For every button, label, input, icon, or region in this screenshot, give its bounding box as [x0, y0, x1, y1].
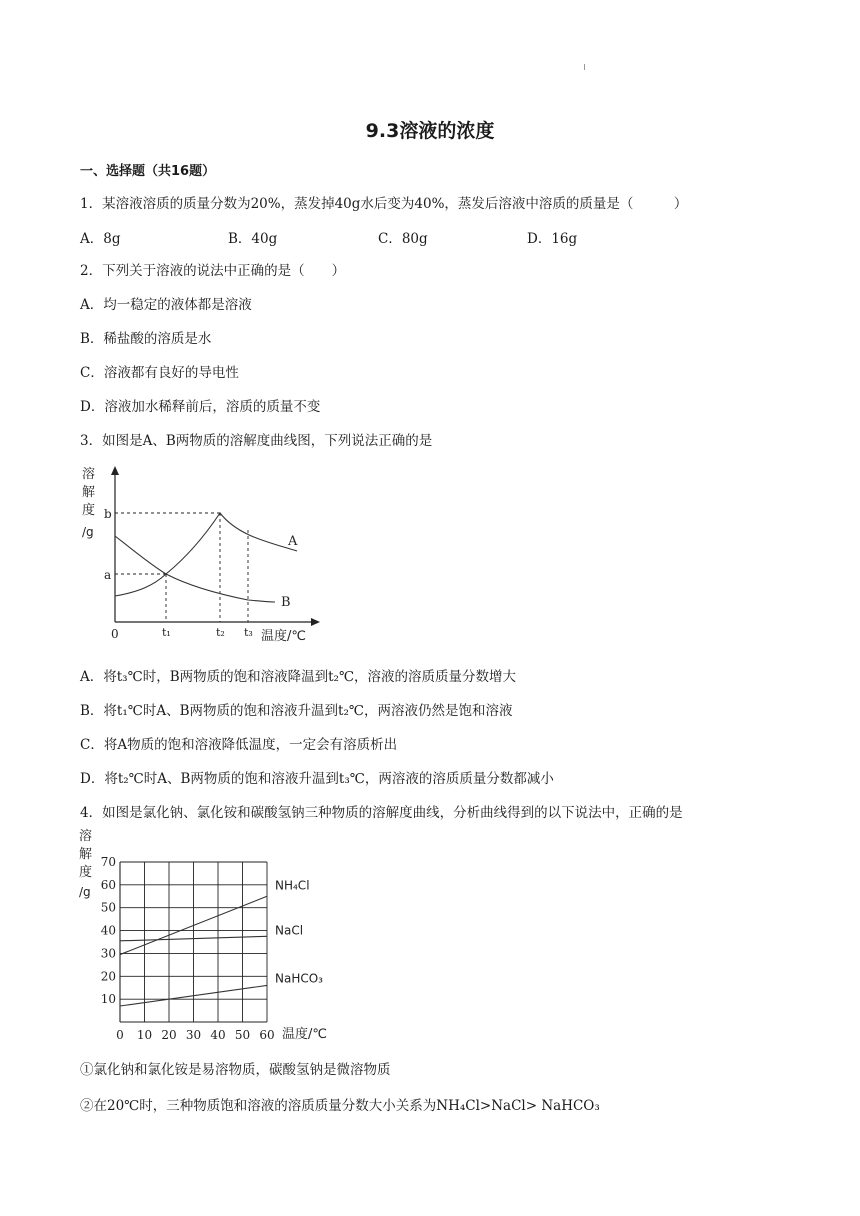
chart1-xtick-t1: t₁ — [162, 626, 171, 639]
chart2-series — [120, 878, 323, 1006]
chart1-xtick-t2: t₂ — [216, 626, 225, 639]
solubility-chart-ab — [78, 462, 338, 647]
chart1-x-arrow — [311, 618, 320, 626]
chart1-ylabel-2: 解 — [82, 485, 96, 500]
chart2-ytick-10: 10 — [100, 992, 116, 1007]
chart1-ytick-b: b — [104, 507, 112, 521]
chart2-xlabel: 温度/℃ — [282, 1027, 327, 1042]
chart1-series-a-curve — [115, 513, 297, 596]
chart1-y-arrow — [111, 466, 119, 475]
chart2-series-label-1: NaCl — [275, 923, 304, 938]
q4-statement-1[interactable]: ①氯化钠和氯化铵是易溶物质，碳酸氢钠是微溶物质 — [80, 1062, 391, 1078]
question-2-stem: 2．下列关于溶液的说法中正确的是（ ） — [80, 263, 346, 279]
chart2-xtick-10: 10 — [136, 1028, 153, 1042]
section-heading: 一、选择题（共16题） — [80, 164, 216, 179]
q3-option-d[interactable]: D．将t₂℃时A、B两物质的饱和溶液升温到t₃℃，两溶液的溶质质量分数都减小 — [80, 771, 554, 787]
chart1-ylabel-3: 度 — [82, 503, 96, 518]
chart2-ytick-70: 70 — [100, 855, 116, 869]
chart2-ylabel-2: 解 — [79, 847, 93, 862]
q2-option-c[interactable]: C．溶液都有良好的导电性 — [80, 365, 239, 381]
solubility-chart-salts — [76, 826, 346, 1048]
chart2-ylabel-3: 度 — [79, 865, 93, 880]
chart1-series-b-label: B — [281, 595, 291, 610]
q3-option-c[interactable]: C．将A物质的饱和溶液降低温度，一定会有溶质析出 — [80, 737, 398, 753]
q4-statement-2[interactable]: ②在20℃时，三种物质饱和溶液的溶质质量分数大小关系为NH₄Cl>NaCl> NaHCO₃ — [80, 1098, 600, 1114]
chart1-xtick-t3: t₃ — [244, 626, 253, 639]
chart2-xtick-30: 30 — [185, 1028, 202, 1042]
page-title: 9.3溶液的浓度 — [365, 120, 495, 142]
chart2-ytick-20: 20 — [100, 969, 116, 984]
chart2-xtick-20: 20 — [161, 1028, 177, 1042]
chart2-ytick-40: 40 — [100, 923, 116, 938]
chart2-xtick-50: 50 — [234, 1028, 251, 1042]
chart2-ytick-60: 60 — [100, 877, 116, 892]
chart2-grid — [120, 862, 267, 1022]
chart1-series-a-label: A — [288, 534, 298, 549]
chart2-y-ticks — [101, 855, 116, 1006]
question-4-stem: 4．如图是氯化钠、氯化铵和碳酸氢钠三种物质的溶解度曲线，分析曲线得到的以下说法中，正确的是 — [80, 805, 683, 821]
q1-option-b[interactable]: B．40g — [228, 231, 278, 247]
chart1-ylabel-4: /g — [82, 525, 94, 539]
chart2-xtick-0: 0 — [116, 1028, 124, 1042]
chart2-ytick-30: 30 — [100, 946, 116, 961]
chart2-ytick-50: 50 — [100, 900, 116, 915]
q3-option-a[interactable]: A．将t₃℃时，B两物质的饱和溶液降温到t₂℃，溶液的溶质质量分数增大 — [80, 669, 517, 685]
chart2-x-ticks — [116, 1028, 274, 1042]
q2-option-b[interactable]: B．稀盐酸的溶质是水 — [80, 331, 212, 347]
q2-option-d[interactable]: D．溶液加水稀释前后，溶质的质量不变 — [80, 399, 321, 415]
chart2-ylabel-4: /g — [79, 885, 91, 899]
chart1-xtick-0: 0 — [111, 627, 119, 641]
q1-option-d[interactable]: D．16g — [527, 231, 578, 247]
header-mark — [584, 64, 585, 70]
chart1-ylabel-1: 溶 — [82, 467, 96, 482]
chart2-series-label-2: NaHCO₃ — [275, 971, 323, 986]
chart1-ytick-a: a — [104, 568, 112, 582]
question-1-stem: 1．某溶液溶质的质量分数为20%，蒸发掉40g水后变为40%，蒸发后溶液中溶质的质量是（ ） — [80, 196, 688, 212]
q1-option-a[interactable]: A．8g — [80, 231, 121, 247]
chart1-xlabel: 温度/℃ — [261, 629, 306, 644]
q3-option-b[interactable]: B．将t₁℃时A、B两物质的饱和溶液升温到t₂℃，两溶液仍然是饱和溶液 — [80, 703, 513, 719]
chart2-xtick-60: 60 — [259, 1028, 275, 1042]
chart2-series-label-0: NH₄Cl — [275, 878, 310, 893]
q2-option-a[interactable]: A．均一稳定的液体都是溶液 — [80, 297, 252, 313]
q1-option-c[interactable]: C．80g — [378, 231, 428, 247]
chart2-ylabel-1: 溶 — [79, 829, 93, 844]
question-3-stem: 3．如图是A、B两物质的溶解度曲线图，下列说法正确的是 — [80, 433, 433, 449]
chart2-xtick-40: 40 — [210, 1028, 226, 1042]
